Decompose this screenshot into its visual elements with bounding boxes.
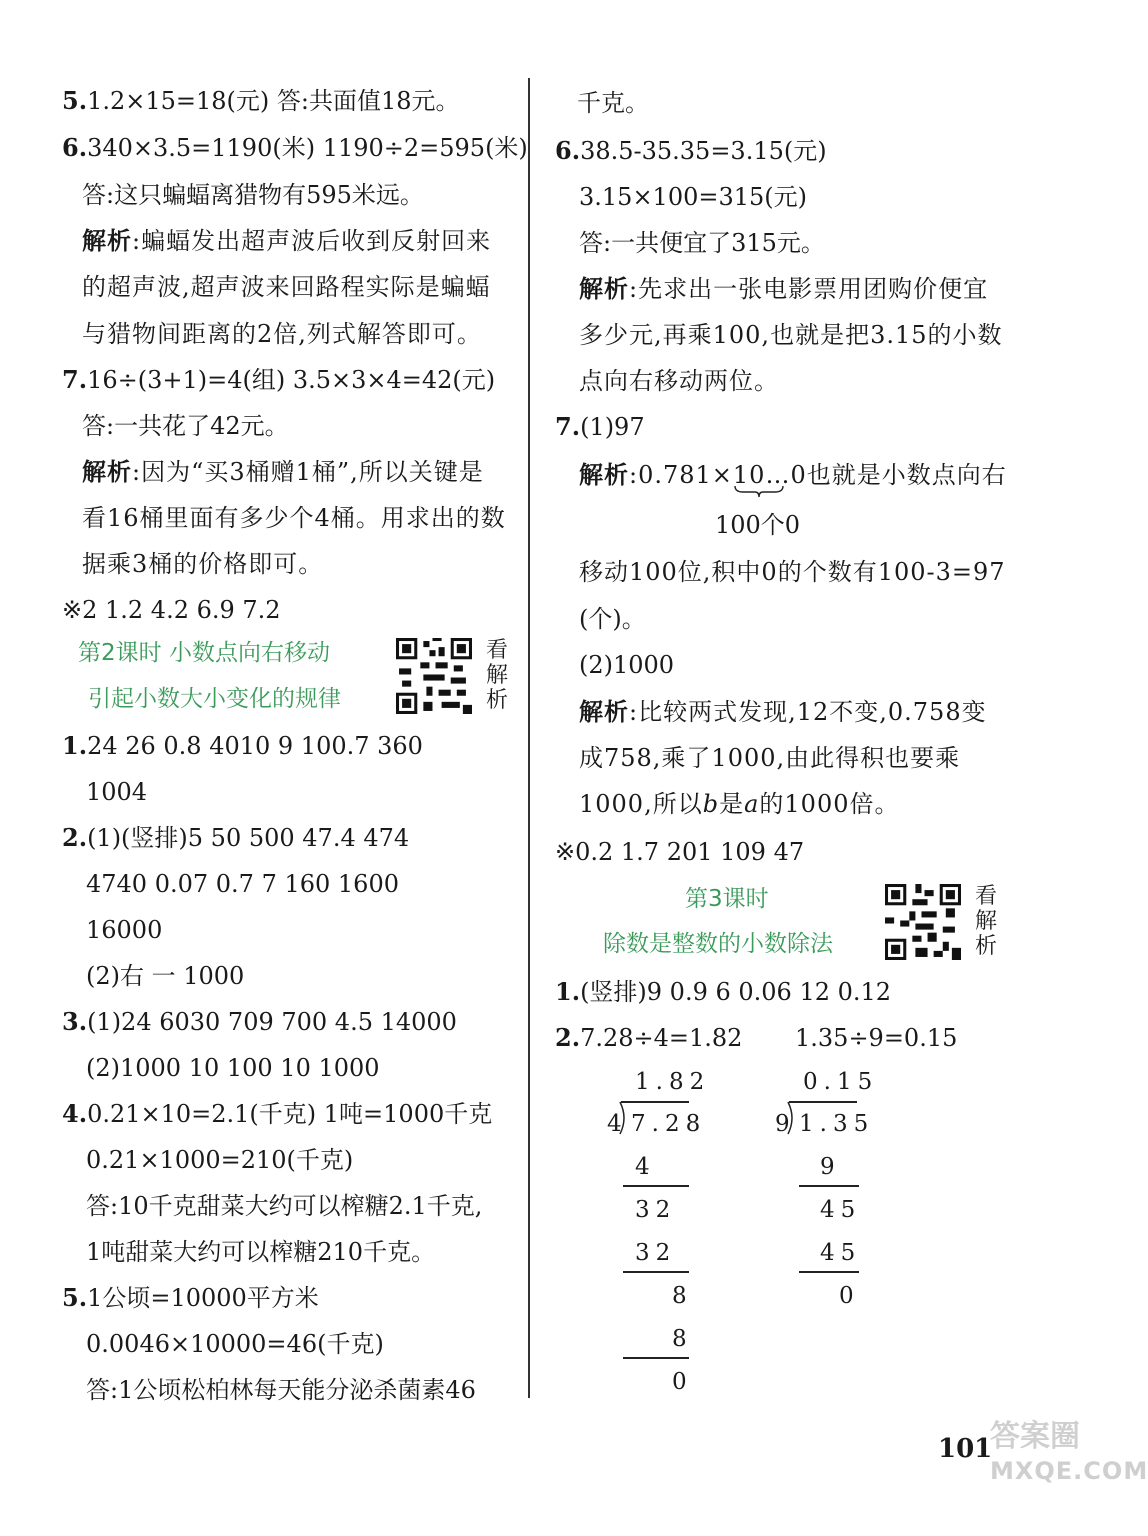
div1-line-1: [623, 1185, 689, 1187]
right-extra: ※0.2 1.7 201 109 47: [555, 838, 805, 866]
qr-code-graphic: [885, 884, 961, 960]
div1-divisor: 4: [607, 1111, 628, 1137]
rq7-analysis-6: 1000,所以b是a的1000倍。: [579, 790, 900, 818]
lesson3-see-analysis[interactable]: 看解析: [974, 884, 997, 959]
div1-quotient: 1.82: [635, 1069, 711, 1095]
rq6-analysis-1: 解析:先求出一张电影票用团购价便宜: [579, 274, 989, 303]
qr-code-graphic: [396, 638, 472, 714]
lesson3-title-1: 第3课时: [685, 886, 769, 912]
lesson2-see-analysis[interactable]: 看解析: [485, 638, 508, 713]
rq7-analysis-2: 移动100位,积中0的个数有100-3=97: [579, 558, 1006, 586]
div2-rem-1: 45: [820, 1197, 862, 1223]
rq7-analysis-4: 解析:比较两式发现,12不变,0.758变: [579, 697, 987, 726]
p5-line-3: 答:1公顷松柏林每天能分泌杀菌素46: [86, 1376, 476, 1404]
rp2-line: 2.7.28÷4=1.82: [555, 1023, 743, 1052]
div2-sub-1: 9: [820, 1154, 841, 1180]
rq7-line-2: (2)1000: [579, 651, 675, 679]
right-continuation: 千克。: [577, 89, 649, 117]
div2-quotient: 0.15: [803, 1069, 879, 1095]
left-extra: ※2 1.2 4.2 6.9 7.2: [62, 596, 281, 624]
zeros-underbraced: 0…0: [749, 461, 807, 489]
div1-vinculum: [621, 1101, 689, 1103]
q6-analysis-2: 的超声波,超声波来回路程实际是蝙蝠: [82, 273, 491, 301]
q7-analysis-1: 解析:因为“买3桶赠1桶”,所以关键是: [82, 457, 484, 486]
p2-line-2: 4740 0.07 0.7 7 160 1600: [86, 870, 399, 898]
div1-sub-2: 32: [635, 1240, 677, 1266]
p4-line-1: 4.0.21×10=2.1(千克) 1吨=1000千克: [62, 1099, 493, 1128]
q7-answer: 答:一共花了42元。: [82, 412, 289, 440]
div1-sub-3: 8: [672, 1326, 693, 1352]
div1-rem-3: 0: [672, 1369, 693, 1395]
p3-line-2: (2)1000 10 100 10 1000: [86, 1054, 380, 1082]
page-number: 101: [938, 1434, 993, 1464]
q5-line: 5.1.2×15=18(元) 答:共面值18元。: [62, 86, 460, 115]
column-divider: [528, 78, 530, 1398]
div2-divisor: 9: [775, 1111, 796, 1137]
watermark-logo: 答案圈 MXQE.COM: [990, 1419, 1148, 1485]
div2-line-2: [799, 1271, 859, 1273]
div2-sub-2: 45: [820, 1240, 862, 1266]
p2-line-4: (2)右 一 1000: [86, 962, 245, 990]
rq7-analysis-1: 解析:0.781×10…0也就是小数点向右: [579, 460, 1007, 489]
qr-code-icon[interactable]: [396, 638, 472, 714]
q6-line: 6.340×3.5=1190(米) 1190÷2=595(米): [62, 133, 528, 162]
rq7-analysis-3: (个)。: [579, 605, 646, 633]
division-bracket-icon: [787, 1101, 797, 1135]
p1-line-2: 1004: [86, 778, 148, 806]
p4-line-4: 1吨甜菜大约可以榨糖210千克。: [86, 1238, 436, 1266]
qr-code-icon[interactable]: [885, 884, 961, 960]
p2-line-3: 16000: [86, 916, 163, 944]
div2-vinculum: [789, 1101, 857, 1103]
q7-analysis-3: 据乘3桶的价格即可。: [82, 550, 324, 578]
rp2-eq2: 1.35÷9=0.15: [795, 1024, 958, 1052]
div2-rem-2: 0: [839, 1283, 860, 1309]
rq7-line-1: 7.(1)97: [555, 412, 645, 441]
rp1-line: 1.(竖排)9 0.9 6 0.06 12 0.12: [555, 977, 892, 1006]
div2-line-1: [799, 1185, 859, 1187]
div1-line-3: [623, 1357, 689, 1359]
div1-rem-2: 8: [672, 1283, 693, 1309]
q6-analysis-3: 与猎物间距离的2倍,列式解答即可。: [82, 320, 482, 348]
underbrace-label: 100个0: [715, 511, 801, 539]
lesson2-title-1: 第2课时 小数点向右移动: [78, 640, 330, 666]
lesson3-title-2: 除数是整数的小数除法: [603, 931, 833, 957]
division-bracket-icon: [619, 1101, 629, 1135]
q7-analysis-2: 看16桶里面有多少个4桶。用求出的数: [82, 504, 506, 532]
rq6-line-1: 6.38.5-35.35=3.15(元): [555, 136, 827, 165]
rq6-analysis-3: 点向右移动两位。: [579, 367, 779, 395]
p5-line-1: 5.1公顷=10000平方米: [62, 1283, 319, 1312]
div1-rem-1: 32: [635, 1197, 677, 1223]
underbrace-icon: [733, 484, 785, 498]
q6-analysis-1: 解析:蝙蝠发出超声波后收到反射回来: [82, 226, 492, 255]
div1-line-2: [623, 1271, 689, 1273]
p3-line-1: 3.(1)24 6030 709 700 4.5 14000: [62, 1007, 457, 1036]
p5-line-2: 0.0046×10000=46(千克): [86, 1330, 384, 1358]
p4-line-2: 0.21×1000=210(千克): [86, 1146, 354, 1174]
div2-dividend: 1.35: [799, 1111, 875, 1137]
rq6-answer: 答:一共便宜了315元。: [579, 229, 825, 257]
q7-line: 7.16÷(3+1)=4(组) 3.5×3×4=42(元): [62, 365, 496, 394]
div1-sub-1: 4: [635, 1154, 656, 1180]
rq6-line-2: 3.15×100=315(元): [579, 183, 807, 211]
rq7-analysis-5: 成758,乘了1000,由此得积也要乘: [579, 744, 961, 772]
rq6-analysis-2: 多少元,再乘100,也就是把3.15的小数: [579, 321, 1003, 349]
q6-answer: 答:这只蝙蝠离猎物有595米远。: [82, 181, 424, 209]
lesson2-title-2: 引起小数大小变化的规律: [88, 686, 341, 712]
p4-line-3: 答:10千克甜菜大约可以榨糖2.1千克,: [86, 1192, 483, 1220]
div1-dividend: 7.28: [631, 1111, 707, 1137]
p2-line-1: 2.(1)(竖排)5 50 500 47.4 474: [62, 823, 410, 852]
p1-line-1: 1.24 26 0.8 4010 9 100.7 360: [62, 731, 423, 760]
